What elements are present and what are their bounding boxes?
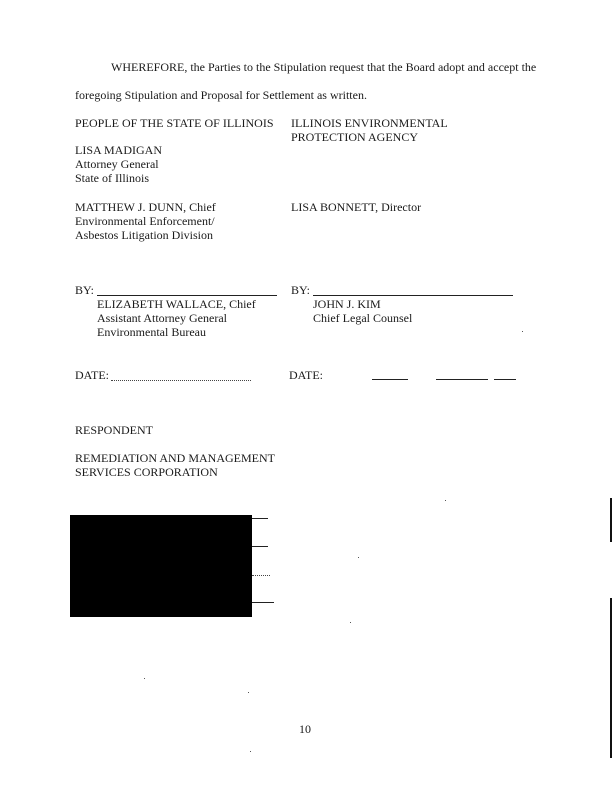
page-number: 10 — [299, 722, 311, 736]
redacted-line-2 — [252, 546, 268, 547]
redacted-block — [70, 515, 252, 617]
right-signer-name: JOHN J. KIM — [313, 297, 381, 311]
scan-edge-mark — [610, 598, 612, 758]
left-by-label: BY: — [75, 283, 94, 297]
left-date-label: DATE: — [75, 368, 109, 382]
right-date-line-3 — [494, 379, 516, 380]
chief-name: MATTHEW J. DUNN, Chief — [75, 200, 216, 214]
ag-title-2: State of Illinois — [75, 171, 149, 185]
redacted-line-1 — [252, 518, 268, 519]
left-signer-title-1: Assistant Attorney General — [97, 311, 227, 325]
scan-edge-mark — [610, 498, 612, 542]
director-name: LISA BONNETT, Director — [291, 200, 422, 214]
respondent-label: RESPONDENT — [75, 423, 154, 437]
scan-speck — [144, 678, 145, 679]
scan-speck — [522, 331, 523, 332]
right-date-line-2 — [436, 379, 488, 380]
intro-line-1: WHEREFORE, the Parties to the Stipulation request that the Board adopt and accept the — [111, 60, 537, 74]
scan-speck — [358, 557, 359, 558]
left-signer-title-2: Environmental Bureau — [97, 325, 206, 339]
redacted-line-4 — [252, 602, 274, 603]
intro-line-2: foregoing Stipulation and Proposal for Settlement as written. — [75, 88, 367, 102]
ag-name: LISA MADIGAN — [75, 143, 162, 157]
respondent-company-2: SERVICES CORPORATION — [75, 465, 218, 479]
right-party-heading-1: ILLINOIS ENVIRONMENTAL — [291, 116, 448, 130]
right-signature-line — [313, 295, 513, 296]
scan-speck — [248, 692, 249, 693]
right-signer-title: Chief Legal Counsel — [313, 311, 413, 325]
left-signer-name: ELIZABETH WALLACE, Chief — [97, 297, 256, 311]
right-party-heading-2: PROTECTION AGENCY — [291, 130, 419, 144]
right-date-label: DATE: — [289, 368, 323, 382]
right-by-label: BY: — [291, 283, 310, 297]
scan-speck — [445, 500, 446, 501]
right-date-line-1 — [372, 379, 408, 380]
chief-title-2: Asbestos Litigation Division — [75, 228, 213, 242]
chief-title-1: Environmental Enforcement/ — [75, 214, 215, 228]
scan-speck — [350, 622, 351, 623]
left-date-line — [111, 380, 251, 381]
left-signature-line — [97, 295, 277, 296]
respondent-company-1: REMEDIATION AND MANAGEMENT — [75, 451, 275, 465]
redacted-line-3 — [252, 575, 270, 576]
ag-title-1: Attorney General — [75, 157, 159, 171]
left-party-heading: PEOPLE OF THE STATE OF ILLINOIS — [75, 116, 274, 130]
scan-speck — [250, 751, 251, 752]
